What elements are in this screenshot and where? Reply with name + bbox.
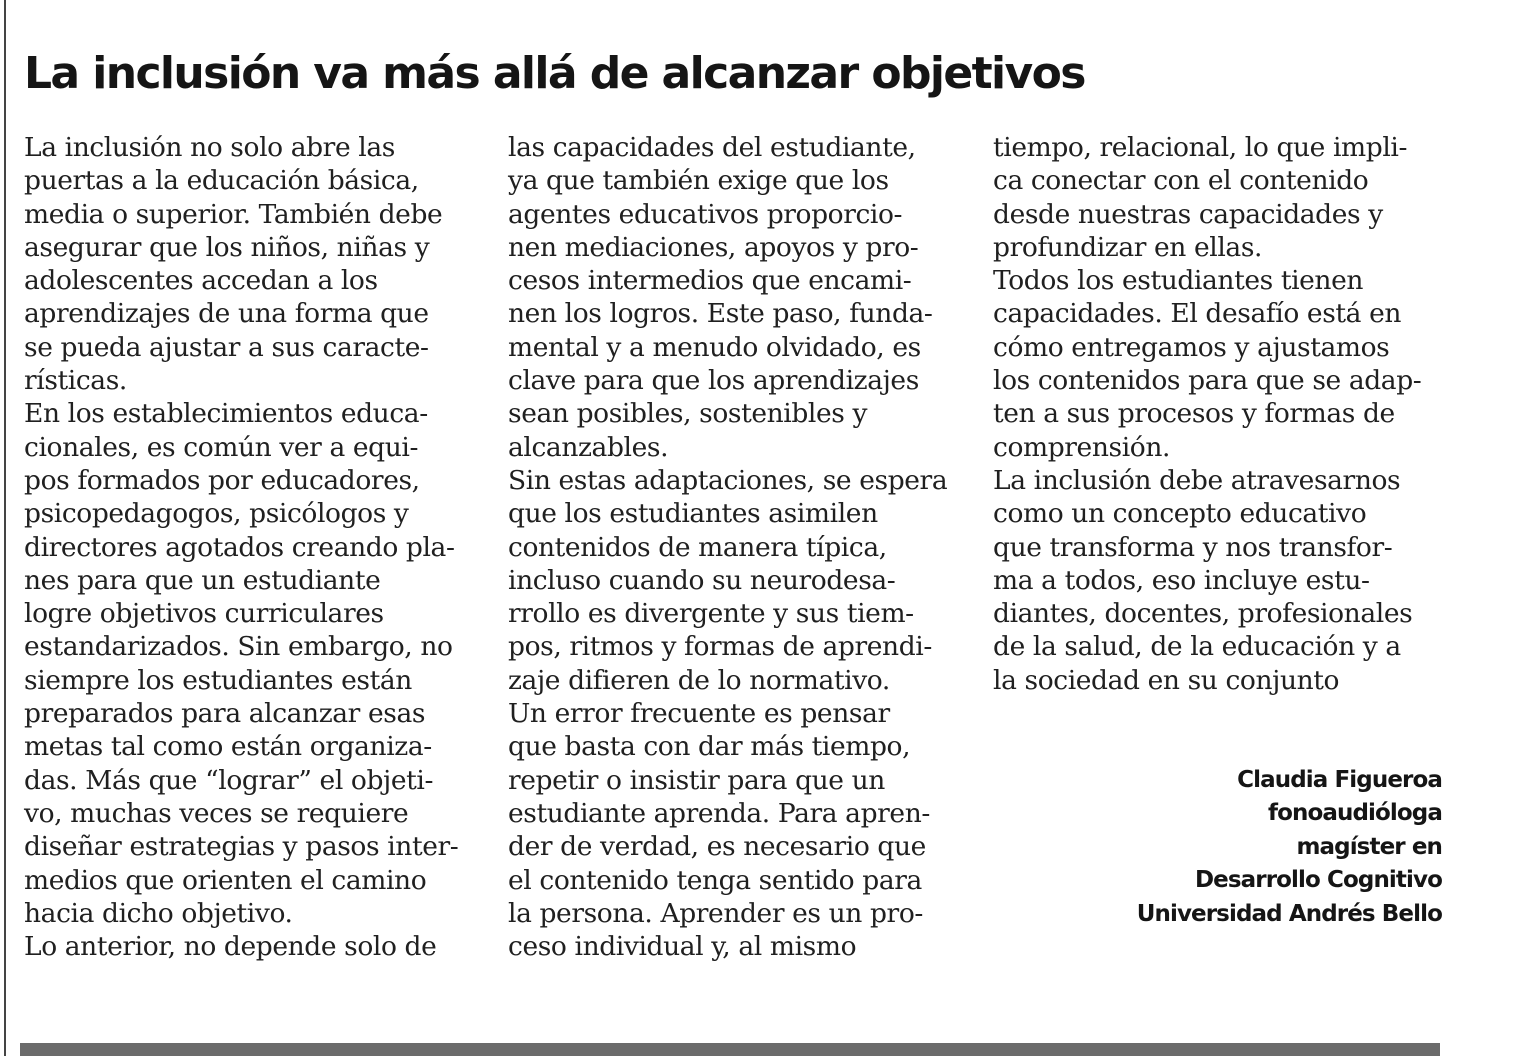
article-text-line: La inclusión debe atravesarnos xyxy=(993,464,1401,496)
article-column-2 xyxy=(508,131,968,963)
article-text-line: siempre los estudiantes están xyxy=(24,664,412,696)
article-text-line: estandarizados. Sin embargo, no xyxy=(24,631,453,663)
article-text-line: asegurar que los niños, niñas y xyxy=(24,231,430,263)
article-text-line: pos formados por educadores, xyxy=(24,464,420,496)
article-text-line: mental y a menudo olvidado, es xyxy=(508,331,921,363)
article-text-line: alcanzables. xyxy=(508,431,669,463)
article-text-line: logre objetivos curriculares xyxy=(24,598,384,630)
article-text-line: rísticas. xyxy=(24,365,127,397)
article-text-line: incluso cuando su neurodesa- xyxy=(508,564,896,596)
article-text-line: diantes, docentes, profesionales xyxy=(993,598,1413,630)
article-text-line: Sin estas adaptaciones, se espera xyxy=(508,464,948,496)
article-text-line: capacidades. El desafío está en xyxy=(993,298,1402,330)
article-text-line: metas tal como están organiza- xyxy=(24,731,432,763)
article-text-line: rrollo es divergente y sus tiem- xyxy=(508,598,914,630)
article-text-line: como un concepto educativo xyxy=(993,498,1367,530)
article-text-line: nes para que un estudiante xyxy=(24,564,381,596)
article-text-line: preparados para alcanzar esas xyxy=(24,698,426,730)
article-text-line: la persona. Aprender es un pro- xyxy=(508,897,923,929)
article-text-line: la sociedad en su conjunto xyxy=(993,664,1340,696)
author-role: fonoaudióloga xyxy=(1268,800,1442,827)
article-text-line: Un error frecuente es pensar xyxy=(508,698,890,730)
article-text-line: aprendizajes de una forma que xyxy=(24,298,429,330)
article-text-line: que basta con dar más tiempo, xyxy=(508,731,911,763)
article-text-line: los contenidos para que se adap- xyxy=(993,365,1422,397)
article-column-3 xyxy=(993,131,1453,697)
bottom-rule xyxy=(20,1043,1440,1056)
article-text-line: ceso individual y, al mismo xyxy=(508,931,857,963)
article-text-line: pos, ritmos y formas de aprendi- xyxy=(508,631,932,663)
article-text-line: ca conectar con el contenido xyxy=(993,165,1369,197)
article-text-line: sean posibles, sostenibles y xyxy=(508,398,868,430)
article-text-line: de la salud, de la educación y a xyxy=(993,631,1401,663)
article-text-line: zaje difieren de lo normativo. xyxy=(508,664,890,696)
article-text-line: La inclusión no solo abre las xyxy=(24,132,395,163)
article-text-line: estudiante aprenda. Para apren- xyxy=(508,797,930,829)
article-text-line: puertas a la educación básica, xyxy=(24,165,419,197)
article-text-line: que transforma y nos transfor- xyxy=(993,531,1393,563)
article-text-line: nen los logros. Este paso, funda- xyxy=(508,298,933,330)
article-text-line: las capacidades del estudiante, xyxy=(508,132,916,163)
article-text-line: contenidos de manera típica, xyxy=(508,531,887,563)
article-text-line: cionales, es común ver a equi- xyxy=(24,431,419,463)
article-text-line: Lo anterior, no depende solo de xyxy=(24,931,437,963)
article-text-line: diseñar estrategias y pasos inter- xyxy=(24,831,459,863)
article-title: La inclusión va más allá de alcanzar objetivos xyxy=(24,48,1085,99)
author-degree-line-1: magíster en xyxy=(1296,833,1442,860)
article-text-line: ten a sus procesos y formas de xyxy=(993,398,1395,430)
article-text-line: comprensión. xyxy=(993,431,1171,463)
article-text-line: repetir o insistir para que un xyxy=(508,764,885,796)
article-text-line: cesos intermedios que encami- xyxy=(508,265,912,297)
article-text-line: medios que orienten el camino xyxy=(24,864,427,896)
article-text-line: nen mediaciones, apoyos y pro- xyxy=(508,231,919,263)
article-text-line: das. Más que “lograr” el objeti- xyxy=(24,764,434,796)
article-text-line: ma a todos, eso incluye estu- xyxy=(993,564,1370,596)
article-text-line: clave para que los aprendizajes xyxy=(508,365,919,397)
article-text-line: ya que también exige que los xyxy=(508,165,889,197)
author-name: Claudia Figueroa xyxy=(1237,767,1442,793)
article-text-line: agentes educativos proporcio- xyxy=(508,198,903,230)
article-text-line: media o superior. También debe xyxy=(24,198,443,230)
page-border-left xyxy=(4,0,6,1056)
article-text-line: vo, muchas veces se requiere xyxy=(24,797,409,829)
author-degree-line-2: Desarrollo Cognitivo xyxy=(1194,867,1442,894)
article-text-line: desde nuestras capacidades y xyxy=(993,198,1383,230)
article-text-line: En los establecimientos educa- xyxy=(24,398,428,430)
article-column-1 xyxy=(24,131,484,963)
article-text-line: directores agotados creando pla- xyxy=(24,531,455,563)
article-text-line: profundizar en ellas. xyxy=(993,231,1263,263)
article-text-line: se pueda ajustar a sus caracte- xyxy=(24,331,429,363)
author-signature xyxy=(1137,764,1442,931)
article-text-line: que los estudiantes asimilen xyxy=(508,498,878,530)
article-text-line: cómo entregamos y ajustamos xyxy=(993,331,1390,363)
article-text-line: hacia dicho objetivo. xyxy=(24,897,293,929)
author-institution: Universidad Andrés Bello xyxy=(1136,900,1442,927)
article-text-line: tiempo, relacional, lo que impli- xyxy=(993,132,1408,163)
article-text-line: der de verdad, es necesario que xyxy=(508,831,926,863)
article-text-line: adolescentes accedan a los xyxy=(24,265,378,297)
article-text-line: el contenido tenga sentido para xyxy=(508,864,922,896)
article-text-line: psicopedagogos, psicólogos y xyxy=(24,498,409,530)
article-text-line: Todos los estudiantes tienen xyxy=(993,265,1364,297)
